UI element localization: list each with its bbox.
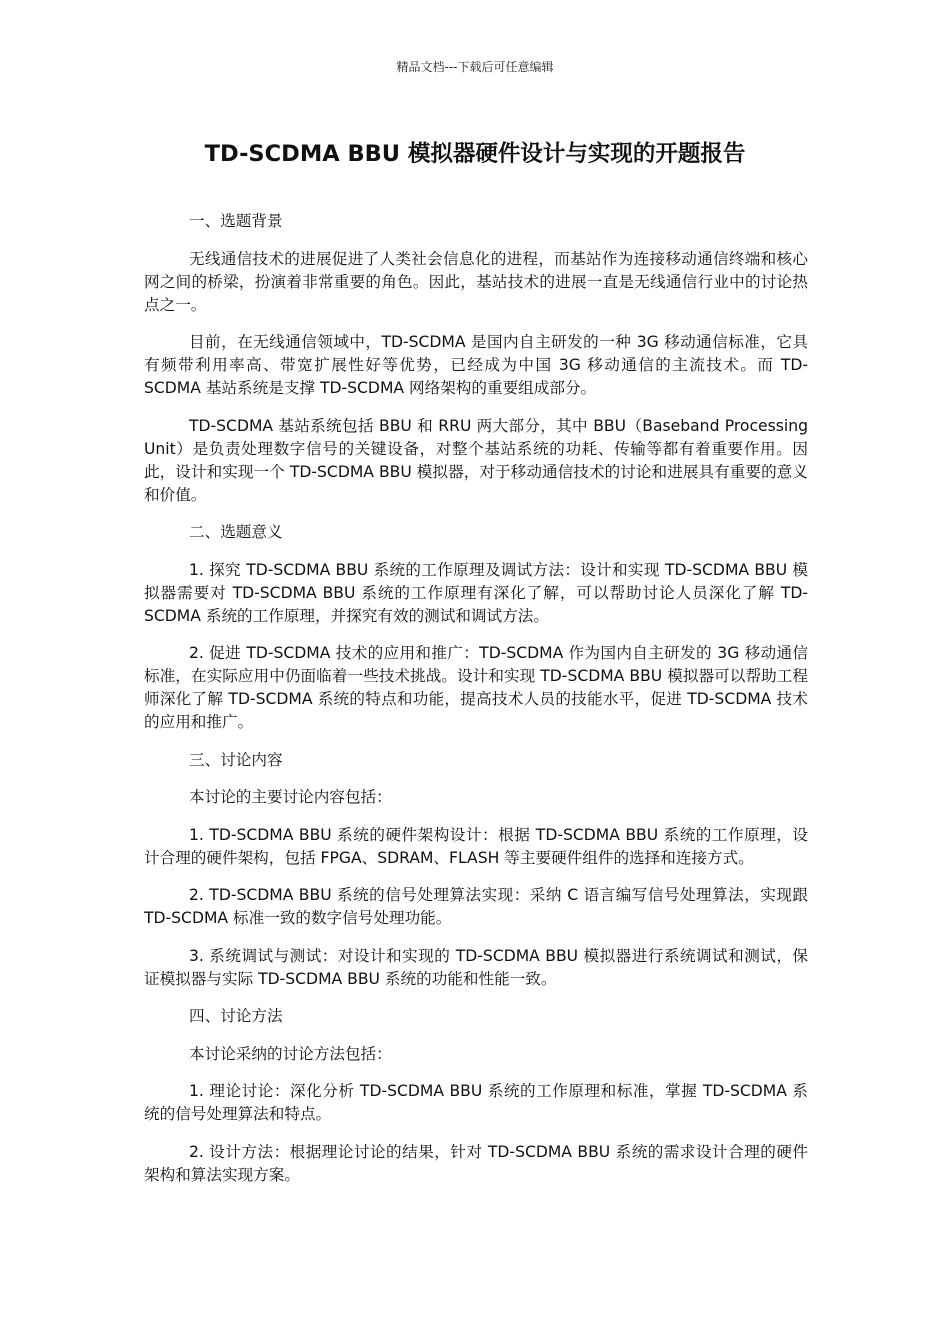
paragraph: 2. 促进 TD-SCDMA 技术的应用和推广：TD-SCDMA 作为国内自主研发的 3G 移动通信标准，在实际应用中仍面临着一些技术挑战。设计和实现 TD-SCDMA BBU 模拟器可以帮助工程师深化了解 TD-SCDMA 系统的特点和功能，提高技术人员的技能水平，促进 TD-SCDMA 技术的应用和推广。 — [144, 644, 808, 731]
header-note: 精品文档---下载后可任意编辑 — [396, 60, 554, 74]
document-body — [144, 210, 808, 1201]
paragraph: 3. 系统调试与测试：对设计和实现的 TD-SCDMA BBU 模拟器进行系统调试和测试，保证模拟器与实际 TD-SCDMA BBU 系统的功能和性能一致。 — [144, 946, 808, 988]
section-heading-methods: 四、讨论方法 — [189, 1007, 283, 1025]
section-heading-background: 一、选题背景 — [189, 212, 283, 230]
paragraph: 本讨论采纳的讨论方法包括： — [189, 1044, 392, 1063]
paragraph: 2. TD-SCDMA BBU 系统的信号处理算法实现：采纳 C 语言编写信号处理算法，实现跟 TD-SCDMA 标准一致的数字信号处理功能。 — [144, 886, 808, 927]
paragraph: 目前，在无线通信领域中，TD-SCDMA 是国内自主研发的一种 3G 移动通信标准，它具有频带利用率高、带宽扩展性好等优势，已经成为中国 3G 移动通信的主流技术。而 TD-SCDMA 基站系统是支撑 TD-SCDMA 网络架构的重要组成部分。 — [144, 333, 808, 397]
paragraph: 无线通信技术的进展促进了人类社会信息化的进程，而基站作为连接移动通信终端和核心网之间的桥梁，扮演着非常重要的角色。因此，基站技术的进展一直是无线通信行业中的讨论热点之一。 — [144, 249, 808, 314]
paragraph: 2. 设计方法：根据理论讨论的结果，针对 TD-SCDMA BBU 系统的需求设计合理的硬件架构和算法实现方案。 — [144, 1142, 808, 1184]
paragraph: 1. 理论讨论：深化分析 TD-SCDMA BBU 系统的工作原理和标准，掌握 TD-SCDMA 系统的信号处理算法和特点。 — [144, 1082, 808, 1123]
paragraph: TD-SCDMA 基站系统包括 BBU 和 RRU 两大部分，其中 BBU（Baseband Processing Unit）是负责处理数字信号的关键设备，对整个基站系统的功耗、传输等都有着重要作用。因此，设计和实现一个 TD-SCDMA BBU 模拟器，对于移动通信技术的讨论和进展具有重要的意义和价值。 — [144, 416, 808, 504]
section-heading-significance: 二、选题意义 — [189, 523, 283, 541]
paragraph: 1. 探究 TD-SCDMA BBU 系统的工作原理及调试方法：设计和实现 TD-SCDMA BBU 模拟器需要对 TD-SCDMA BBU 系统的工作原理有深化了解，可以帮助讨论人员深化了解 TD-SCDMA 系统的工作原理，并探究有效的测试和调试方法。 — [144, 560, 808, 625]
paragraph: 1. TD-SCDMA BBU 系统的硬件架构设计：根据 TD-SCDMA BBU 系统的工作原理，设计合理的硬件架构，包括 FPGA、SDRAM、FLASH 等主要硬件组件的选择和连接方式。 — [144, 825, 808, 867]
section-heading-content: 三、讨论内容 — [189, 750, 283, 769]
paragraph: 本讨论的主要讨论内容包括： — [189, 788, 392, 806]
page-title: TD-SCDMA BBU 模拟器硬件设计与实现的开题报告 — [204, 141, 746, 167]
